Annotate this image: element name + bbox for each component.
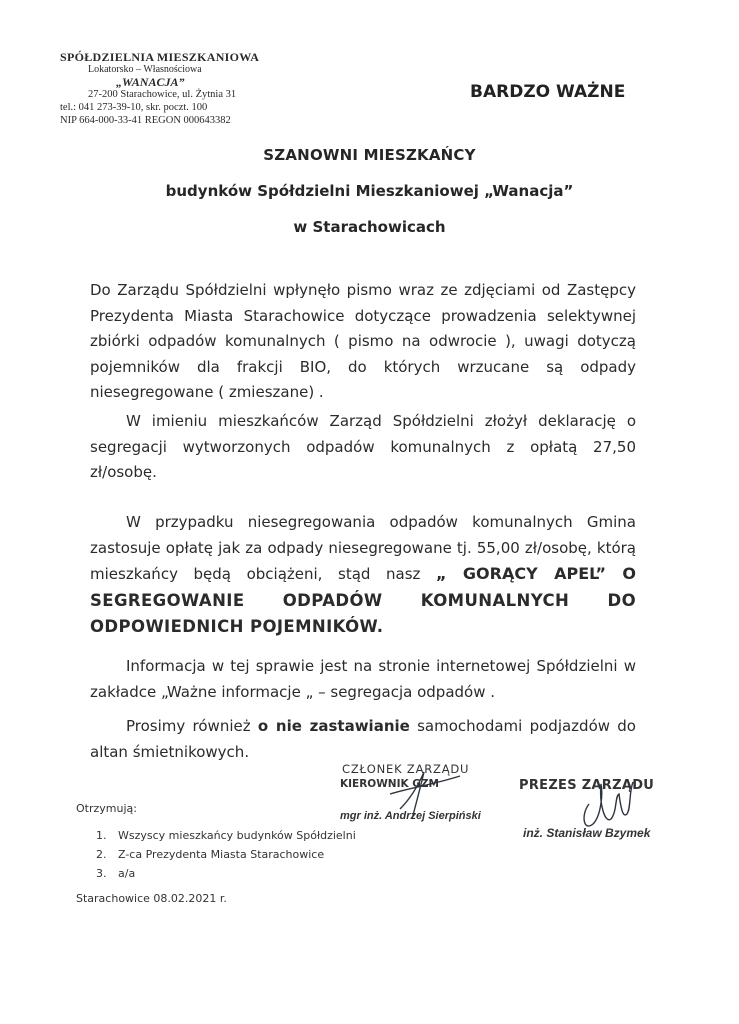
list-item: 1. Wszyscy mieszkańcy budynków Spółdzielni	[96, 829, 356, 842]
signature-president	[515, 778, 695, 848]
request-bold: o nie zastawianie	[257, 717, 410, 735]
board-member-title: CZŁONEK ZARZĄDU	[342, 762, 470, 776]
cooperative-name: SPÓŁDZIELNIA MIESZKANIOWA	[60, 50, 260, 64]
important-label: BARDZO WAŻNE	[470, 82, 626, 102]
paragraph-website-info: Informacja w tej sprawie jest na stronie internetowej Spółdzielni w zakładce „Ważne informacje „ – segregacja odpadów .	[90, 657, 636, 701]
paragraph-letter-received: Do Zarządu Spółdzielni wpłynęło pismo wraz ze zdjęciami od Zastępcy Prezydenta Miasta Starachowice dotyczące prowadzenia selektywnej zbiórki odpadów komunalnych ( pismo na odwrocie ), uwagi dotyczą pojemników dla frakcji BIO, do których wrzucane są odpady niesegregowane ( zmieszane) .	[90, 281, 636, 401]
document-date: Starachowice 08.02.2021 r.	[76, 892, 227, 905]
board-member-name: mgr inż. Andrzej Sierpiński	[340, 810, 481, 822]
salutation-city: w Starachowicach	[293, 218, 446, 236]
receivers-list	[96, 826, 356, 883]
cooperative-address: 27-200 Starachowice, ul. Żytnia 31	[88, 89, 237, 100]
list-item: 2. Z-ca Prezydenta Miasta Starachowice	[96, 848, 325, 861]
handwritten-signature-icon	[571, 774, 651, 844]
appeal-text: W przypadku niesegregowania odpadów komunalnych Gmina zastosuje opłatę jak za odpady niesegregowane tj. 55,00 zł/osobę, którą mieszkańcy będą obciążeni, stąd nasz	[90, 513, 636, 583]
signature-board-member	[330, 762, 510, 832]
request-end: samochodami podjazdów do altan śmietnikowych.	[90, 717, 636, 761]
list-item: 3. a/a	[96, 867, 136, 880]
paragraph-declaration: W imieniu mieszkańców Zarząd Spółdzielni złożył deklarację o segregacji wytworzonych odpadów komunalnych z opłatą 27,50 zł/osobę.	[90, 412, 636, 481]
paragraph-parking-request	[90, 714, 636, 765]
cooperative-type: Lokatorsko – Własnościowa	[88, 64, 202, 75]
cooperative-tax-ids: NIP 664-000-33-41 REGON 000643382	[60, 115, 231, 126]
paragraph-appeal	[90, 510, 636, 641]
cooperative-phone: tel.: 041 273-39-10, skr. poczt. 100	[60, 102, 208, 113]
salutation-subheading: budynków Spółdzielni Mieszkaniowej „Wanacja”	[165, 182, 574, 200]
president-title: PREZES ZARZĄDU	[519, 778, 655, 793]
board-member-subtitle: KIEROWNIK GZM	[340, 778, 439, 790]
appeal-highlight: „ GORĄCY APEL” O	[436, 564, 636, 583]
appeal-caps: SEGREGOWANIE ODPADÓW KOMUNALNYCH DO ODPOWIEDNICH POJEMNIKÓW.	[90, 590, 636, 636]
handwritten-signature-icon	[380, 764, 470, 824]
receivers-label: Otrzymują:	[76, 802, 137, 815]
salutation-heading: SZANOWNI MIESZKAŃCY	[263, 146, 476, 164]
president-name: inż. Stanisław Bzymek	[523, 826, 651, 840]
request-start: Prosimy również	[126, 717, 258, 735]
cooperative-brand: „WANACJA”	[116, 75, 185, 89]
